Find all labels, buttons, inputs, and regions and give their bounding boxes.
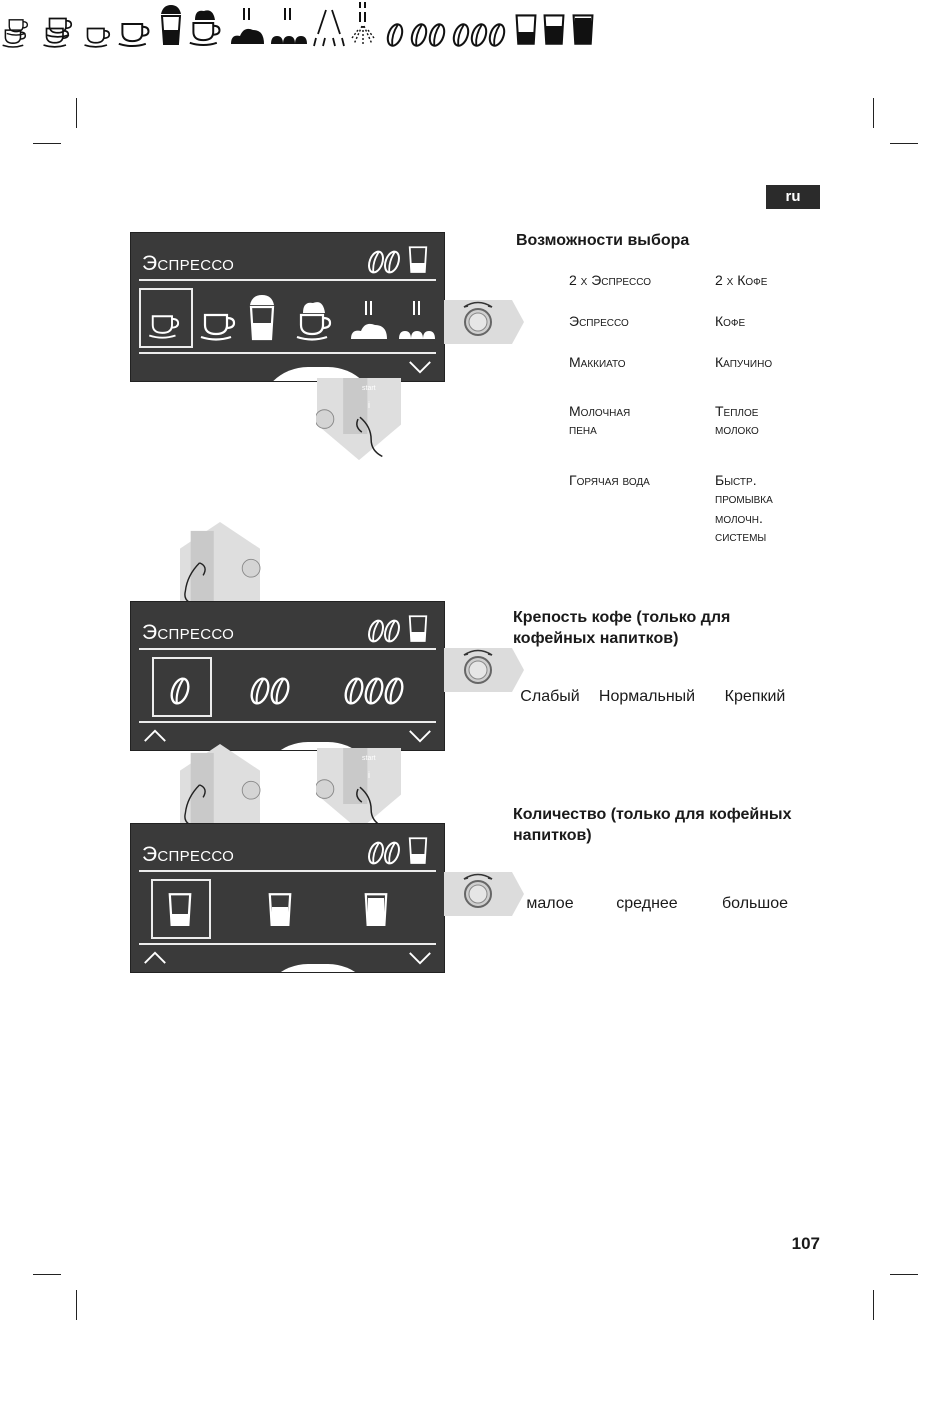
divider	[139, 870, 436, 872]
strength-label: Слабый	[520, 688, 580, 705]
option-label: Эспрессо	[569, 313, 629, 329]
rotary-knob-icon[interactable]	[444, 294, 524, 350]
double-espresso-icon	[0, 16, 36, 48]
bean-icon[interactable]	[249, 676, 293, 706]
divider	[139, 352, 436, 354]
bean-icon	[385, 22, 405, 48]
display-panel-strength	[130, 601, 445, 751]
chevron-down-icon[interactable]	[408, 952, 432, 965]
crop-mark	[33, 143, 61, 144]
crop-mark	[890, 1274, 918, 1275]
display-title: Эспрессо	[142, 252, 235, 275]
cup-size-icon	[407, 245, 429, 275]
cup-medium-icon[interactable]	[267, 890, 293, 930]
strength-heading-line2: кофейных напитков)	[513, 630, 679, 647]
finger-press-icon	[316, 378, 402, 462]
quantity-label: большое	[721, 895, 788, 912]
divider	[139, 721, 436, 723]
milk-foam-icon	[229, 6, 265, 48]
chevron-down-icon[interactable]	[408, 361, 432, 374]
cup-large-icon[interactable]	[363, 890, 389, 930]
option-label: системы	[715, 528, 767, 544]
cup-medium-icon	[542, 12, 566, 48]
strength-heading-line1: Крепость кофе (только для	[513, 609, 731, 626]
cup-small-icon[interactable]	[167, 890, 193, 930]
coffee-cup-icon[interactable]	[199, 309, 239, 341]
cup-small-icon	[514, 12, 538, 48]
option-label: Кофе	[715, 313, 746, 329]
divider	[139, 943, 436, 945]
start-label: start	[362, 755, 376, 762]
cup-size-icon	[407, 836, 429, 866]
quantity-label: малое	[526, 895, 574, 912]
milk-rinse-icon	[350, 0, 380, 48]
milk-foam-icon[interactable]	[349, 299, 389, 343]
cappuccino-icon[interactable]	[295, 299, 335, 343]
quantity-heading-line2: напитков)	[513, 827, 592, 844]
cup-large-icon	[571, 12, 595, 48]
warm-milk-icon[interactable]	[397, 299, 437, 343]
display-title: Эспрессо	[142, 843, 235, 866]
espresso-icon	[83, 24, 113, 48]
option-label: промывка	[715, 490, 773, 506]
strength-label: Нормальный	[598, 688, 696, 705]
hot-water-icon	[312, 8, 346, 48]
crop-mark	[76, 1290, 77, 1320]
info-label: i	[368, 770, 370, 780]
display-notch	[258, 964, 378, 973]
page-number: 107	[791, 1234, 820, 1253]
beans-strength-icon	[367, 618, 403, 644]
crop-mark	[873, 98, 874, 128]
cappuccino-icon	[188, 8, 224, 48]
option-label: Быстр.	[715, 472, 757, 488]
crop-mark	[76, 98, 77, 128]
crop-mark	[33, 1274, 61, 1275]
crop-mark	[890, 143, 918, 144]
finger-press-icon	[178, 744, 262, 824]
strength-label: Крепкий	[724, 688, 786, 705]
finger-press-icon	[316, 748, 402, 832]
double-coffee-icon	[40, 14, 78, 48]
warm-milk-icon	[269, 6, 307, 48]
bean-icon	[451, 22, 509, 48]
bean-icon[interactable]	[343, 676, 407, 706]
beans-strength-icon	[367, 249, 403, 275]
option-label: 2 x Эспрессо	[569, 272, 652, 288]
start-label: start	[362, 385, 376, 392]
chevron-down-icon[interactable]	[408, 730, 432, 743]
quantity-heading-line1: Количество (только для кофейных	[513, 806, 792, 823]
divider	[139, 279, 436, 281]
option-label: Молочная	[569, 403, 631, 419]
beans-strength-icon	[367, 840, 403, 866]
display-panel-quantity	[130, 823, 445, 973]
macchiato-icon	[158, 4, 184, 48]
option-label: Горячая вода	[569, 472, 650, 488]
macchiato-icon[interactable]	[247, 293, 277, 343]
option-label: пена	[569, 421, 597, 437]
options-heading: Возможности выбора	[516, 232, 690, 249]
quantity-label: среднее	[616, 895, 678, 912]
rotary-knob-icon[interactable]	[444, 866, 524, 922]
display-panel-drink	[130, 232, 445, 382]
bean-icon	[409, 22, 447, 48]
cup-size-icon	[407, 614, 429, 644]
option-label: Капучино	[715, 354, 773, 370]
option-label: Маккиато	[569, 354, 626, 370]
option-label: 2 x Кофе	[715, 272, 768, 288]
finger-press-icon	[178, 522, 262, 602]
display-title: Эспрессо	[142, 621, 235, 644]
cup-icon[interactable]	[147, 311, 183, 339]
chevron-up-icon[interactable]	[143, 729, 167, 742]
chevron-up-icon[interactable]	[143, 951, 167, 964]
option-label: молочн.	[715, 510, 763, 526]
language-badge: ru	[766, 185, 820, 209]
divider	[139, 648, 436, 650]
info-label: i	[368, 400, 370, 410]
option-label: Теплое	[715, 403, 759, 419]
crop-mark	[873, 1290, 874, 1320]
coffee-icon	[117, 18, 153, 48]
bean-icon[interactable]	[169, 676, 191, 706]
option-label: молоко	[715, 421, 759, 437]
